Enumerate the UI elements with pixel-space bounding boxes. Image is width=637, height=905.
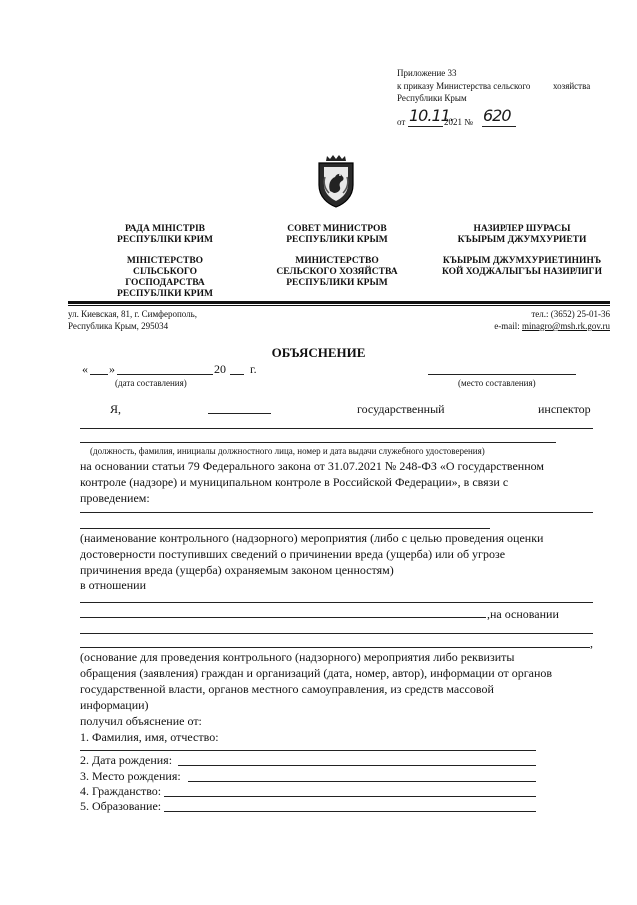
- appendix-line3: Республики Крым: [397, 93, 467, 103]
- address-email-line: e-mail: minagro@msh.rk.gov.ru: [494, 321, 610, 331]
- reason-line3: государственной власти, органов местного самоуправления, из средств массовой: [80, 682, 494, 696]
- address-left2: Республика Крым, 295034: [68, 321, 169, 331]
- reason-line1: (основание для проведения контрольного (надзорного) мероприятия либо реквизиты: [80, 650, 515, 664]
- header-ua-ministry: МІНІСТЕРСТВО СІЛЬСЬКОГО ГОСПОДАРСТВА РЕСПУБЛІКИ КРИМ: [117, 256, 213, 299]
- education-field[interactable]: [164, 811, 536, 812]
- received-from: получил объяснение от:: [80, 714, 202, 728]
- ya: Я,: [110, 402, 122, 416]
- header-ct-ministry: КЪЫРЫМ ДЖУМХУРИЕТИНИНЪ КОЙ ХОДЖАЛЫГЪЫ НАЗИРЛИГИ: [441, 256, 602, 277]
- citizenship-field[interactable]: [164, 796, 536, 797]
- q-education: 5. Образование:: [80, 799, 162, 813]
- date-close: »: [109, 362, 115, 376]
- appendix-number-handwritten: 620: [483, 106, 511, 125]
- event-line1: (наименование контрольного (надзорного) мероприятия (либо с целью проведения оценки: [80, 531, 544, 545]
- date-g: г.: [250, 362, 257, 376]
- state-word: государственный: [357, 402, 445, 416]
- header-ru-ministry: МИНИСТЕРСТВО СЕЛЬСКОГО ХОЗЯЙСТВА РЕСПУБЛИКИ КРЫМ: [276, 256, 398, 288]
- document-title: ОБЪЯСНЕНИЕ: [271, 345, 366, 360]
- appendix-date-handwritten: 10.11.: [409, 106, 454, 125]
- appendix-line2b: хозяйства: [553, 81, 591, 91]
- date-open: «: [82, 362, 88, 376]
- email-link[interactable]: minagro@msh.rk.gov.ru: [522, 321, 610, 331]
- address-left1: ул. Киевская, 81, г. Симферополь,: [68, 309, 198, 319]
- basis-line1: на основании статьи 79 Федерального закона от 31.07.2021 № 248-ФЗ «О государственном: [80, 459, 544, 473]
- event-line3: причинения вреда (ущерба) охраняемым законом ценностям): [80, 563, 394, 577]
- basis-line2: контроле (надзоре) и муниципальном контроле в Российской Федерации», в связи с: [80, 475, 509, 489]
- inspector-word: инспектор: [538, 402, 591, 416]
- q-birthplace: 3. Место рождения:: [80, 769, 181, 783]
- appendix-line2: к приказу Министерства сельского: [397, 81, 531, 91]
- date-caption: (дата составления): [115, 378, 187, 388]
- basis-line3: проведением:: [80, 491, 150, 505]
- appendix-line1: Приложение 33: [397, 68, 457, 78]
- q-citizenship: 4. Гражданство:: [80, 784, 162, 798]
- position-caption: (должность, фамилия, инициалы должностного лица, номер и дата выдачи служебного удостоверения): [90, 446, 485, 456]
- q-birthdate: 2. Дата рождения:: [80, 753, 173, 767]
- header-ct: НАЗИРЛЕР ШУРАСЫ КЪЫРЫМ ДЖУМХУРИЕТИ: [457, 224, 587, 245]
- date-20: 20: [214, 362, 226, 376]
- appendix-ot: от: [397, 117, 406, 127]
- birthplace-field[interactable]: [188, 781, 536, 782]
- fullname-field[interactable]: [80, 750, 536, 751]
- appendix-year: 2021 №: [444, 117, 473, 127]
- header-ua: РАДА МІНІСТРІВ РЕСПУБЛІКИ КРИМ: [117, 224, 213, 245]
- event-line2: достоверности поступивших сведений о причинении вреда (ущерба) или об угрозе: [80, 547, 506, 561]
- header-rule: [68, 301, 610, 304]
- crimea-emblem-icon: [313, 153, 359, 209]
- q-fullname: 1. Фамилия, имя, отчество:: [80, 730, 219, 744]
- place-caption: (место составления): [458, 378, 536, 388]
- address-phone: тел.: (3652) 25-01-36: [531, 309, 610, 319]
- regarding: в отношении: [80, 578, 147, 592]
- comma: ,: [590, 636, 593, 650]
- reason-line2: обращения (заявления) граждан и организаций (дата, номер, автор), информации от органов: [80, 666, 553, 680]
- birthdate-field[interactable]: [178, 765, 536, 766]
- header-ru: СОВЕТ МИНИСТРОВ РЕСПУБЛИКИ КРЫМ: [286, 224, 388, 245]
- on-basis: ,на основании: [487, 607, 559, 621]
- reason-line4: информации): [80, 698, 149, 712]
